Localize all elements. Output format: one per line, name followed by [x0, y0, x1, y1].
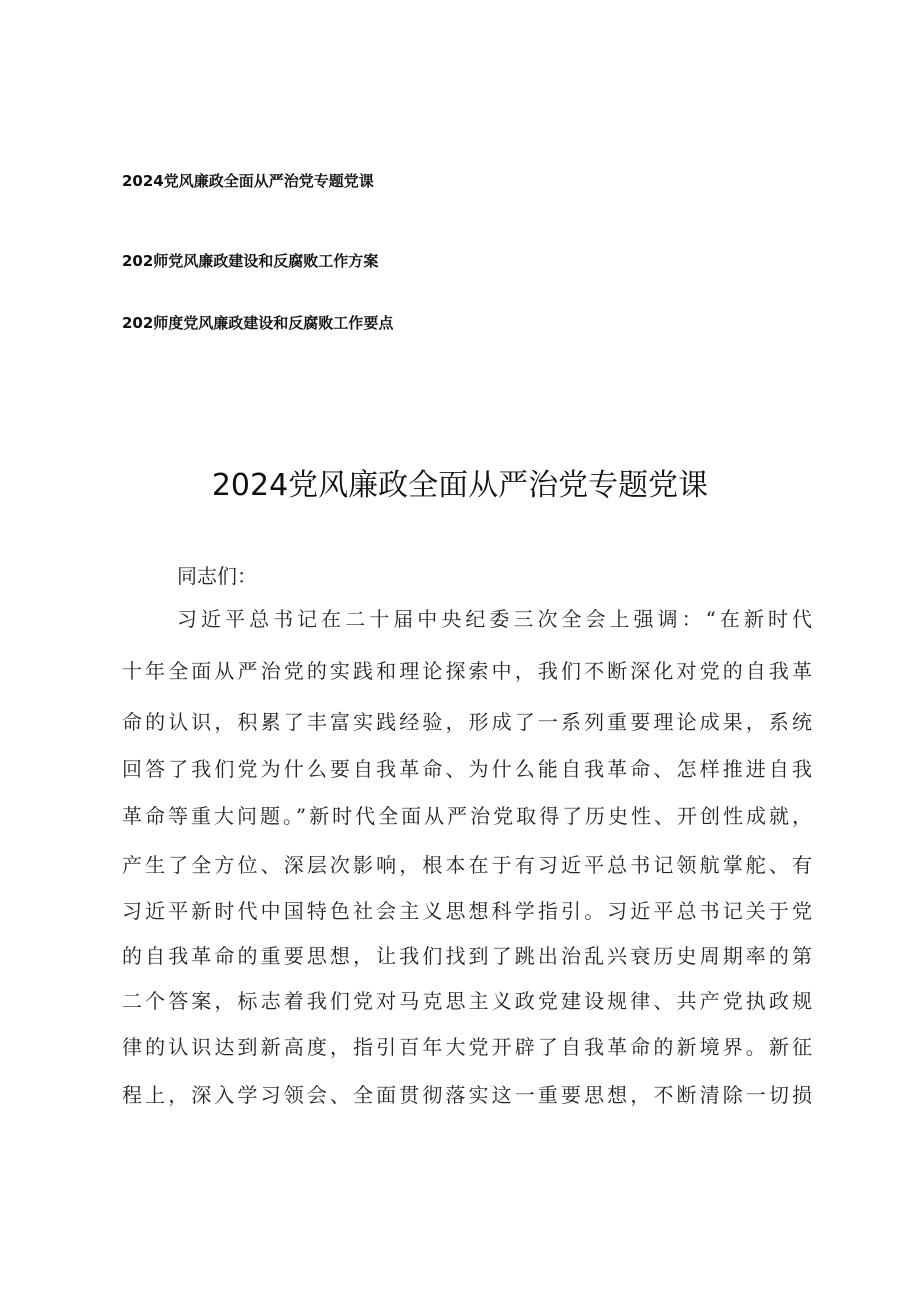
body-line: 习近平总书记在二十届中央纪委三次全会上强调：“在新时代 — [177, 607, 812, 631]
body-line: 习近平新时代中国特色社会主义思想科学指引。习近平总书记关于党 — [122, 899, 812, 923]
toc-item: 202师党风廉政建设和反腐败工作方案 — [122, 252, 379, 270]
body-line: 回答了我们党为什么要自我革命、为什么能自我革命、怎样推进自我 — [122, 757, 812, 781]
body-line: 程上，深入学习领会、全面贯彻落实这一重要思想，不断清除一切损 — [122, 1083, 812, 1107]
body-line: 产生了全方位、深层次影响，根本在于有习近平总书记领航掌舵、有 — [122, 853, 812, 877]
body-line: 十年全面从严治党的实践和理论探索中，我们不断深化对党的自我革 — [122, 659, 812, 683]
body-line: 律的认识达到新高度，指引百年大党开辟了自我革命的新境界。新征 — [122, 1035, 812, 1059]
toc-item: 2024党风廉政全面从严治党专题党课 — [122, 172, 374, 190]
body-line: 命的认识，积累了丰富实践经验，形成了一系列重要理论成果，系统 — [122, 710, 812, 734]
toc-item: 202师度党风廉政建设和反腐败工作要点 — [122, 314, 394, 332]
salutation: 同志们： — [177, 564, 257, 588]
body-line: 的自我革命的重要思想，让我们找到了跳出治乱兴衰历史周期率的第 — [122, 944, 812, 968]
document-title: 2024党风廉政全面从严治党专题党课 — [211, 468, 709, 503]
body-line: 二个答案，标志着我们党对马克思主义政党建设规律、共产党执政规 — [122, 989, 812, 1013]
body-line: 革命等重大问题。”新时代全面从严治党取得了历史性、开创性成就， — [122, 804, 812, 828]
